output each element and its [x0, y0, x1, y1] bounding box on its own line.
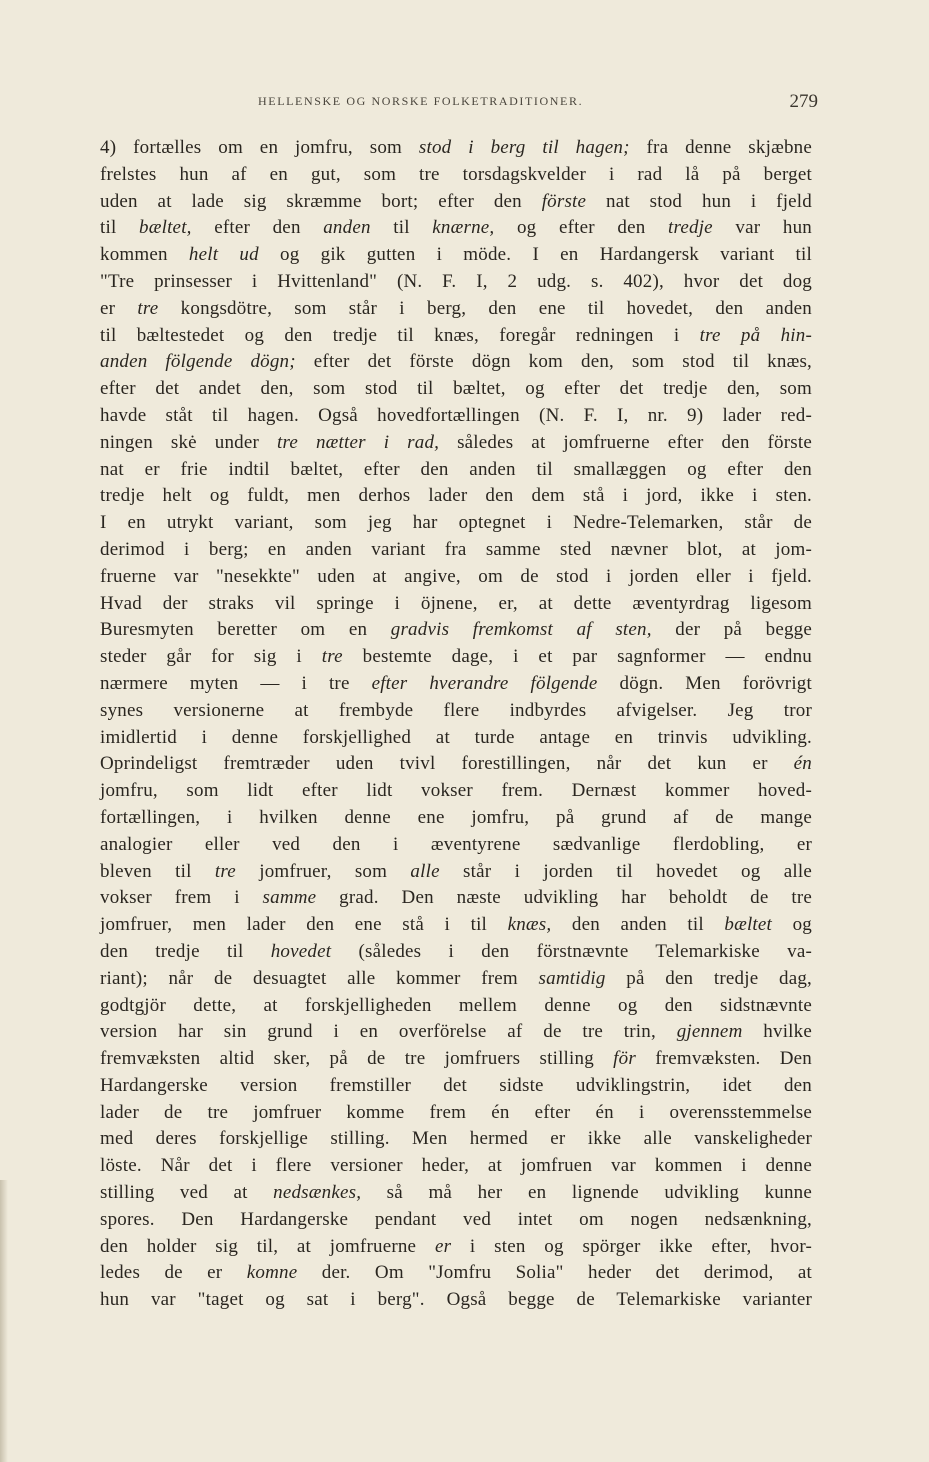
text-line [100, 778, 812, 805]
text-segment: steder går for sig i [100, 646, 322, 668]
emphasized-text: knærne, [432, 217, 495, 239]
text-line [100, 671, 812, 698]
text-segment: hvilke [742, 1021, 812, 1043]
emphasized-text: tre [321, 646, 343, 668]
text-segment: bleven til [100, 860, 215, 882]
emphasized-text: för [613, 1048, 636, 1070]
text-segment: var hun [712, 217, 812, 239]
text-segment: så må her en lignende udvikling kunne [361, 1182, 813, 1204]
text-segment: stilling ved at [100, 1182, 274, 1204]
text-segment: Hardangerske version fremstiller det sidste udviklingstrin, idet den [100, 1074, 812, 1096]
text-line [100, 617, 812, 644]
text-segment: spores. Den Hardangerske pendant ved intet om nogen nedsænkning, [100, 1208, 812, 1230]
text-line [100, 1153, 812, 1180]
text-segment: fruerne var "nesekkte" uden at angive, om de stod i jorden eller i fjeld. [100, 565, 812, 587]
text-segment: på den tredje dag, [605, 967, 812, 989]
emphasized-text: tre nætter i rad, [277, 431, 440, 453]
emphasized-text: én [793, 753, 812, 775]
text-line [100, 725, 812, 752]
emphasized-text: nedsænkes, [273, 1182, 362, 1204]
text-segment: fremvæksten altid sker, på de tre jomfruers stilling [100, 1048, 614, 1070]
text-line [100, 1260, 812, 1287]
page-number: 279 [789, 91, 818, 112]
text-line [100, 912, 812, 939]
text-segment: og gik gutten i möde. I en Hardangersk variant til [258, 244, 812, 266]
text-segment: der på begge [651, 619, 812, 641]
emphasized-text: efter hverandre fölgende [371, 672, 598, 694]
text-line [100, 751, 812, 778]
text-segment: grad. Den næste udvikling har beholdt de tre [316, 887, 812, 909]
text-segment: efter det förste dögn kom den, som stod til knæs, [295, 351, 812, 373]
text-segment: I en utrykt variant, som jeg har optegnet i Nedre-Telemarken, står de [100, 512, 812, 534]
text-line [100, 1126, 812, 1153]
text-segment: (således i den förstnævnte Telemarkiske va- [331, 940, 812, 962]
emphasized-text: förste [541, 190, 587, 212]
text-segment: jomfru, som lidt efter lidt vokser frem. Dernæst kommer hoved- [100, 780, 812, 802]
emphasized-text: tre [214, 860, 236, 882]
text-segment: nat er frie indtil bæltet, efter den anden til smallæggen og efter den [100, 458, 812, 480]
text-segment: riant); når de desuagtet alle kommer frem [100, 967, 539, 989]
emphasized-text: tredje [668, 217, 713, 239]
text-line [100, 483, 812, 510]
emphasized-text: tre [137, 297, 159, 319]
text-line [100, 323, 812, 350]
text-segment: til bæltestedet og den tredje til knæs, foregår redningen i [100, 324, 700, 346]
text-segment: godtgjör dette, at forskjelligheden mellem denne og den sidstnævnte [100, 994, 812, 1016]
text-line [100, 698, 812, 725]
text-line [100, 457, 812, 484]
text-segment: tredje helt og fuldt, men derhos lader den dem stå i jord, ikke i sten. [100, 485, 812, 507]
text-segment: til [100, 217, 140, 239]
emphasized-text: samme [262, 887, 317, 909]
body-text [100, 135, 812, 1314]
text-segment: lader de tre jomfruer komme frem én efter én i overensstemmelse [100, 1101, 812, 1123]
text-segment: jomfruer, men lader den ene stå i til [100, 914, 508, 936]
text-segment: uden at lade sig skræmme bort; efter den [100, 190, 542, 212]
emphasized-text: alle [410, 860, 440, 882]
text-segment: efter den [191, 217, 324, 239]
emphasized-text: helt ud [188, 244, 259, 266]
text-line [100, 296, 812, 323]
emphasized-text: knæs, [507, 914, 552, 936]
text-line [100, 430, 812, 457]
text-line [100, 966, 812, 993]
text-segment: Hvad der straks vil springe i öjnene, er, at dette æventyrdrag ligesom [100, 592, 812, 614]
text-segment: imidlertid i denne forskjellighed at turde antage en trinvis udvikling. [100, 726, 812, 748]
text-segment: Buresmyten beretter om en [100, 619, 391, 641]
text-line [100, 859, 812, 886]
text-segment: der. Om "Jomfru Solia" heder det derimod, at [297, 1262, 813, 1284]
text-line [100, 269, 812, 296]
text-segment: og efter den [494, 217, 668, 239]
emphasized-text: gjennem [676, 1021, 743, 1043]
text-segment: analogier eller ved den i æventyrene sædvanlige flerdobling, er [100, 833, 812, 855]
text-segment: löste. Når det i flere versioner heder, at jomfruen var kommen i denne [100, 1155, 812, 1177]
text-line [100, 162, 812, 189]
text-segment: kongsdötre, som står i berg, den ene til hovedet, den anden [158, 297, 812, 319]
text-line [100, 564, 812, 591]
emphasized-text: hovedet [270, 940, 332, 962]
text-line [100, 832, 812, 859]
emphasized-text: bæltet [724, 914, 773, 936]
emphasized-text: tre på hin- [699, 324, 812, 346]
text-segment: jomfruer, som [235, 860, 411, 882]
text-line [100, 215, 812, 242]
text-line [100, 1100, 812, 1127]
text-segment: er [100, 297, 138, 319]
running-head [258, 91, 818, 115]
text-segment: nat stod hun i fjeld [586, 190, 812, 212]
text-segment: står i jorden til hovedet og alle [439, 860, 812, 882]
emphasized-text: anden [323, 217, 371, 239]
text-line [100, 349, 812, 376]
text-segment: frelstes hun af en gut, som tre torsdagskvelder i rad lå på berget [100, 163, 812, 185]
text-segment: ledes de er [100, 1262, 247, 1284]
text-line [100, 885, 812, 912]
text-segment: nærmere myten — i tre [100, 672, 372, 694]
emphasized-text: gradvis fremkomst af sten, [390, 619, 652, 641]
text-segment: til [370, 217, 433, 239]
text-line [100, 1046, 812, 1073]
text-line [100, 1180, 812, 1207]
text-segment: kommen [100, 244, 189, 266]
text-line [100, 135, 812, 162]
text-segment: den tredje til [100, 940, 271, 962]
text-line [100, 1207, 812, 1234]
binding-shadow [0, 1180, 8, 1462]
text-line [100, 510, 812, 537]
emphasized-text: bæltet, [139, 217, 192, 239]
text-line [100, 189, 812, 216]
text-segment: fra denne skjæbne [629, 137, 812, 158]
text-line [100, 939, 812, 966]
text-line [100, 591, 812, 618]
text-line [100, 403, 812, 430]
text-line [100, 1073, 812, 1100]
text-line [100, 1019, 812, 1046]
text-segment: med deres forskjellige stilling. Men hermed er ikke alle vanskeligheder [100, 1128, 812, 1150]
text-segment: vokser frem i [100, 887, 263, 909]
text-segment: den anden til [551, 914, 725, 936]
text-segment: fremvæksten. Den [635, 1048, 812, 1070]
text-segment: således at jomfruerne efter den förste [439, 431, 812, 453]
running-title: HELLENSKE OG NORSKE FOLKETRADITIONER. [258, 94, 584, 108]
text-segment: fortællingen, i hvilken denne ene jomfru, på grund af de mange [100, 806, 812, 828]
text-segment: og [772, 914, 812, 936]
text-line [100, 993, 812, 1020]
text-line [100, 1234, 812, 1261]
text-segment: hun var "taget og sat i berg". Også begge de Telemarkiske varianter [100, 1289, 812, 1311]
text-segment: version har sin grund i en overförelse af de tre trin, [100, 1021, 677, 1043]
emphasized-text: anden fölgende dögn; [100, 351, 296, 373]
text-segment: dögn. Men forövrigt [597, 672, 812, 694]
text-segment: i sten og spörger ikke efter, hvor- [451, 1235, 812, 1257]
emphasized-text: stod i berg til hagen; [418, 137, 630, 158]
emphasized-text: samtidig [538, 967, 606, 989]
text-line [100, 644, 812, 671]
text-segment: bestemte dage, i et par sagnformer — endnu [342, 646, 813, 668]
text-segment: 4) fortælles om en jomfru, som [100, 137, 419, 158]
text-segment: efter det andet den, som stod til bæltet, og efter det tredje den, som [100, 378, 812, 400]
text-line [100, 1287, 812, 1314]
text-segment: Oprindeligst fremtræder uden tvivl forestillingen, når det kun er [100, 753, 794, 775]
text-line [100, 376, 812, 403]
text-segment: "Tre prinsesser i Hvittenland" (N. F. I, 2 udg. s. 402), hvor det dog [100, 270, 812, 292]
text-segment: synes versionerne at frembyde flere indbyrdes afvigelser. Jeg tror [100, 699, 812, 721]
text-segment: ningen skė under [100, 431, 278, 453]
text-segment: den holder sig til, at jomfruerne [100, 1235, 435, 1257]
text-line [100, 242, 812, 269]
emphasized-text: komne [246, 1262, 298, 1284]
text-line [100, 537, 812, 564]
emphasized-text: er [434, 1235, 452, 1257]
text-segment: derimod i berg; en anden variant fra samme sted nævner blot, at jom- [100, 538, 812, 560]
text-line [100, 805, 812, 832]
text-segment: havde ståt til hagen. Også hovedfortællingen (N. F. I, nr. 9) lader red- [100, 404, 812, 426]
